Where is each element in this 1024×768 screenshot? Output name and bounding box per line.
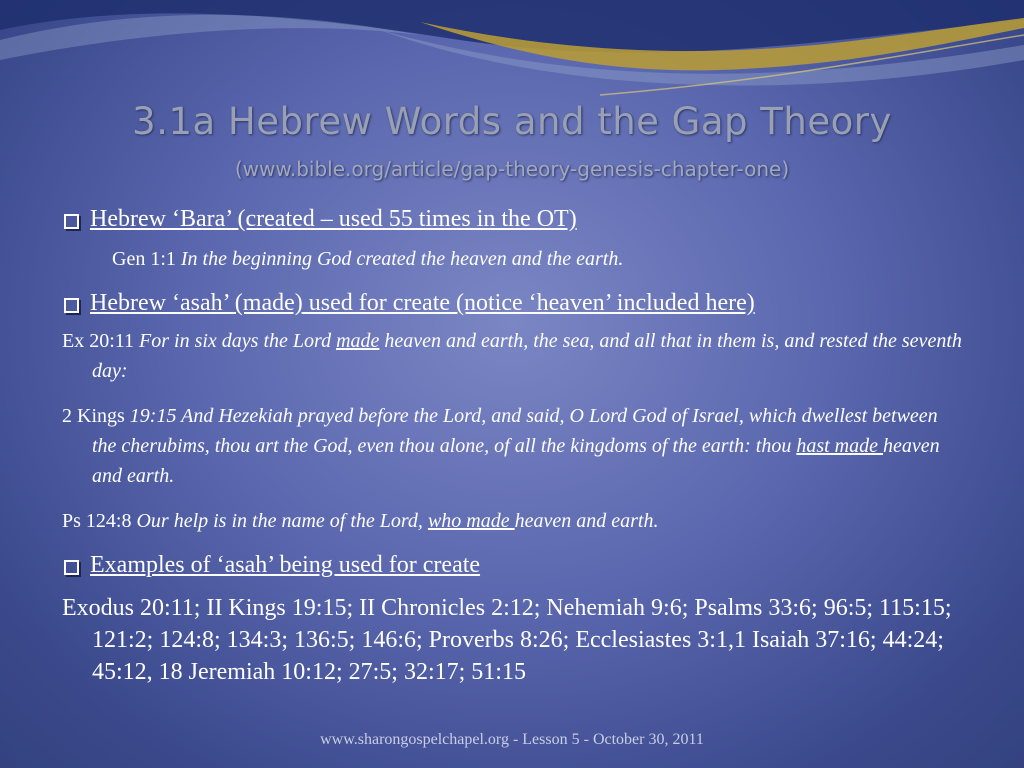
verse-ex [62, 326, 962, 386]
verse-ref: 2 Kings [62, 405, 130, 427]
verse-kings [62, 401, 962, 491]
verse-text: In the beginning God created the heaven and the earth. [180, 248, 624, 270]
checkbox-bullet-icon [64, 214, 79, 229]
bullet-text: Examples of ‘asah’ being used for create [90, 552, 481, 578]
verse-ref: Ex 20:11 [62, 330, 140, 352]
verse-text-a: 19:15 And Hezekiah prayed before the Lord, and said, O Lord God of Israel, which dwellest between the cherubims, thou art the God, even thou alone, of all the kingdoms of the earth: thou [92, 405, 938, 457]
checkbox-bullet-icon [64, 560, 79, 575]
footer: www.sharongospelchapel.org - Lesson 5 - October 30, 2011 [320, 731, 704, 748]
verse-ref: Gen 1:1 [112, 248, 181, 270]
verse-ps [62, 506, 962, 536]
examples-list: Exodus 20:11; II Kings 19:15; II Chronicles 2:12; Nehemiah 9:6; Psalms 33:6; 96:5; 115:15; 121:2; 124:8; 134:3; 136:5; 146:6; Proverbs 8:26; Ecclesiastes 3:1,1 Isaiah 37:16; 44:24; 45:12, 18 Jeremiah 10:12; 27:5; 32:17; 51:15 [62, 595, 952, 685]
bullet-text: Hebrew ‘Bara’ (created – used 55 times in the OT) [90, 206, 577, 232]
slide-title: 3.1a Hebrew Words and the Gap Theory [132, 100, 892, 143]
slide-content [62, 204, 962, 688]
bullet-examples [62, 550, 962, 580]
verse-made: made [336, 330, 380, 352]
verse-text-b: heaven and earth. [514, 510, 659, 532]
verse-ref: Ps 124:8 [62, 510, 137, 532]
bullet-asah [62, 288, 962, 318]
verse-made: hast made [796, 435, 884, 457]
verse-made: who made [427, 510, 515, 532]
bullet-bara [62, 204, 962, 234]
verse-text-b: heaven and earth, the sea, and all that in them is, and rested the seventh day: [92, 330, 962, 382]
checkbox-bullet-icon [64, 298, 79, 313]
verse-text-a: For in six days the Lord [139, 330, 337, 352]
slide-subtitle: (www.bible.org/article/gap-theory-genesis-chapter-one) [234, 157, 790, 181]
verse-text-b: heaven and earth. [92, 435, 940, 487]
verse-text-a: Our help is in the name of the Lord, [136, 510, 428, 532]
bullet-text: Hebrew ‘asah’ (made) used for create (notice ‘heaven’ included here) [90, 290, 755, 316]
verse-gen [62, 244, 962, 274]
